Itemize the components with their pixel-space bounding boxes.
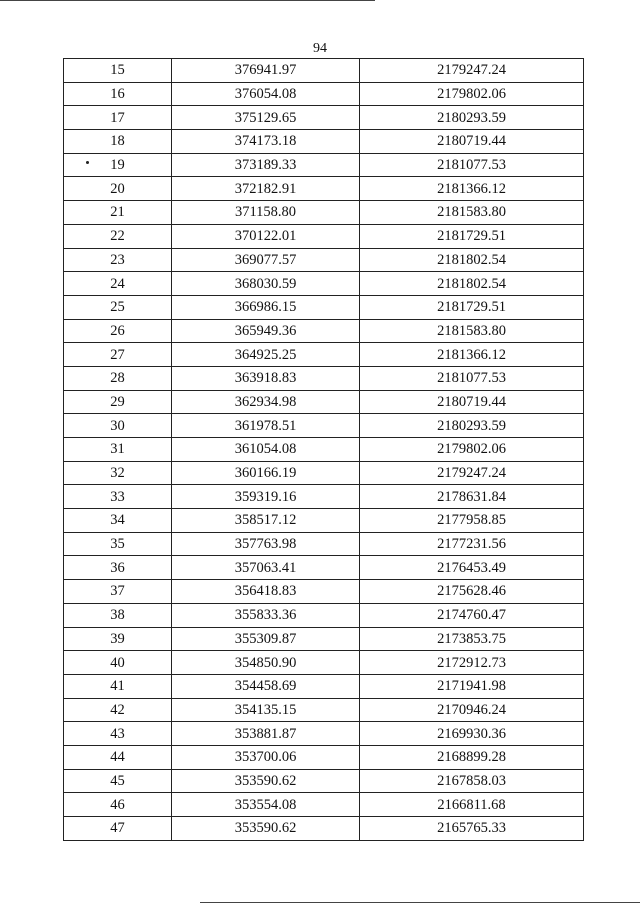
y-coordinate-cell: 2170946.24 — [360, 698, 584, 722]
point-number-cell: 33 — [64, 485, 172, 509]
x-coordinate-cell: 355309.87 — [172, 627, 360, 651]
page-number: 94 — [313, 41, 327, 56]
y-coordinate-cell: 2181583.80 — [360, 319, 584, 343]
point-number-cell: 36 — [64, 556, 172, 580]
x-coordinate-cell: 355833.36 — [172, 603, 360, 627]
x-coordinate-cell: 369077.57 — [172, 248, 360, 272]
coordinate-table — [63, 58, 584, 841]
table-row — [64, 722, 584, 746]
table-row — [64, 603, 584, 627]
x-coordinate-cell: 357063.41 — [172, 556, 360, 580]
table-row — [64, 509, 584, 533]
table-row — [64, 817, 584, 841]
x-coordinate-cell: 366986.15 — [172, 295, 360, 319]
x-coordinate-cell: 357763.98 — [172, 532, 360, 556]
y-coordinate-cell: 2180293.59 — [360, 106, 584, 130]
x-coordinate-cell: 375129.65 — [172, 106, 360, 130]
y-coordinate-cell: 2172912.73 — [360, 651, 584, 675]
y-coordinate-cell: 2175628.46 — [360, 580, 584, 604]
y-coordinate-cell: 2176453.49 — [360, 556, 584, 580]
x-coordinate-cell: 356418.83 — [172, 580, 360, 604]
x-coordinate-cell: 354135.15 — [172, 698, 360, 722]
y-coordinate-cell: 2181729.51 — [360, 295, 584, 319]
point-number-cell: 38 — [64, 603, 172, 627]
x-coordinate-cell: 360166.19 — [172, 461, 360, 485]
y-coordinate-cell: 2181729.51 — [360, 224, 584, 248]
x-coordinate-cell: 364925.25 — [172, 343, 360, 367]
point-number-cell: 45 — [64, 769, 172, 793]
point-number-cell: 39 — [64, 627, 172, 651]
point-number-cell: 34 — [64, 509, 172, 533]
x-coordinate-cell: 354458.69 — [172, 674, 360, 698]
point-number-cell: 15 — [64, 59, 172, 83]
x-coordinate-cell: 354850.90 — [172, 651, 360, 675]
point-number-cell: 26 — [64, 319, 172, 343]
y-coordinate-cell: 2181366.12 — [360, 343, 584, 367]
point-number-cell: 32 — [64, 461, 172, 485]
table-row — [64, 769, 584, 793]
point-number-cell: 17 — [64, 106, 172, 130]
point-number-cell: 35 — [64, 532, 172, 556]
table-row — [64, 130, 584, 154]
point-number-cell: 16 — [64, 82, 172, 106]
x-coordinate-cell: 376054.08 — [172, 82, 360, 106]
point-number-cell: 41 — [64, 674, 172, 698]
y-coordinate-cell: 2180719.44 — [360, 130, 584, 154]
table-row — [64, 793, 584, 817]
y-coordinate-cell: 2165765.33 — [360, 817, 584, 841]
x-coordinate-cell: 353881.87 — [172, 722, 360, 746]
table-row — [64, 59, 584, 83]
table-row — [64, 580, 584, 604]
y-coordinate-cell: 2181583.80 — [360, 201, 584, 225]
table-row — [64, 745, 584, 769]
x-coordinate-cell: 353554.08 — [172, 793, 360, 817]
y-coordinate-cell: 2168899.28 — [360, 745, 584, 769]
table-row — [64, 627, 584, 651]
point-number-cell: 22 — [64, 224, 172, 248]
y-coordinate-cell: 2177958.85 — [360, 509, 584, 533]
table-row — [64, 201, 584, 225]
y-coordinate-cell: 2171941.98 — [360, 674, 584, 698]
point-number-cell: 44 — [64, 745, 172, 769]
table-row — [64, 319, 584, 343]
x-coordinate-cell: 361978.51 — [172, 414, 360, 438]
table-row — [64, 556, 584, 580]
table-row — [64, 485, 584, 509]
table-row — [64, 366, 584, 390]
table-row — [64, 390, 584, 414]
stray-mark — [86, 161, 89, 164]
x-coordinate-cell: 353590.62 — [172, 817, 360, 841]
point-number-cell: 18 — [64, 130, 172, 154]
table-row — [64, 153, 584, 177]
point-number-cell: 24 — [64, 272, 172, 296]
point-number-cell: 30 — [64, 414, 172, 438]
point-number-cell: 40 — [64, 651, 172, 675]
y-coordinate-cell: 2181077.53 — [360, 153, 584, 177]
y-coordinate-cell: 2174760.47 — [360, 603, 584, 627]
x-coordinate-cell: 362934.98 — [172, 390, 360, 414]
x-coordinate-cell: 374173.18 — [172, 130, 360, 154]
y-coordinate-cell: 2173853.75 — [360, 627, 584, 651]
x-coordinate-cell: 353590.62 — [172, 769, 360, 793]
bottom-rule — [200, 902, 640, 903]
x-coordinate-cell: 373189.33 — [172, 153, 360, 177]
x-coordinate-cell: 359319.16 — [172, 485, 360, 509]
x-coordinate-cell: 371158.80 — [172, 201, 360, 225]
y-coordinate-cell: 2166811.68 — [360, 793, 584, 817]
y-coordinate-cell: 2181077.53 — [360, 366, 584, 390]
point-number-cell: 27 — [64, 343, 172, 367]
point-number-cell: 46 — [64, 793, 172, 817]
top-rule — [0, 0, 375, 1]
table-row — [64, 177, 584, 201]
y-coordinate-cell: 2181366.12 — [360, 177, 584, 201]
x-coordinate-cell: 376941.97 — [172, 59, 360, 83]
x-coordinate-cell: 358517.12 — [172, 509, 360, 533]
table-row — [64, 438, 584, 462]
x-coordinate-cell: 363918.83 — [172, 366, 360, 390]
x-coordinate-cell: 370122.01 — [172, 224, 360, 248]
y-coordinate-cell: 2169930.36 — [360, 722, 584, 746]
table-row — [64, 106, 584, 130]
y-coordinate-cell: 2181802.54 — [360, 272, 584, 296]
table-row — [64, 272, 584, 296]
x-coordinate-cell: 368030.59 — [172, 272, 360, 296]
x-coordinate-cell: 361054.08 — [172, 438, 360, 462]
y-coordinate-cell: 2179802.06 — [360, 438, 584, 462]
point-number-cell: 28 — [64, 366, 172, 390]
table-row — [64, 674, 584, 698]
x-coordinate-cell: 372182.91 — [172, 177, 360, 201]
point-number-cell: 19 — [64, 153, 172, 177]
point-number-cell: 47 — [64, 817, 172, 841]
point-number-cell: 29 — [64, 390, 172, 414]
y-coordinate-cell: 2181802.54 — [360, 248, 584, 272]
point-number-cell: 43 — [64, 722, 172, 746]
y-coordinate-cell: 2179802.06 — [360, 82, 584, 106]
point-number-cell: 21 — [64, 201, 172, 225]
y-coordinate-cell: 2180719.44 — [360, 390, 584, 414]
table-row — [64, 248, 584, 272]
y-coordinate-cell: 2177231.56 — [360, 532, 584, 556]
table-row — [64, 82, 584, 106]
y-coordinate-cell: 2178631.84 — [360, 485, 584, 509]
point-number-cell: 31 — [64, 438, 172, 462]
table-row — [64, 343, 584, 367]
point-number-cell: 23 — [64, 248, 172, 272]
y-coordinate-cell: 2179247.24 — [360, 461, 584, 485]
y-coordinate-cell: 2179247.24 — [360, 59, 584, 83]
point-number-cell: 37 — [64, 580, 172, 604]
point-number-cell: 20 — [64, 177, 172, 201]
table-row — [64, 295, 584, 319]
point-number-cell: 42 — [64, 698, 172, 722]
x-coordinate-cell: 365949.36 — [172, 319, 360, 343]
table-row — [64, 224, 584, 248]
y-coordinate-cell: 2180293.59 — [360, 414, 584, 438]
y-coordinate-cell: 2167858.03 — [360, 769, 584, 793]
point-number-cell: 25 — [64, 295, 172, 319]
x-coordinate-cell: 353700.06 — [172, 745, 360, 769]
table-row — [64, 698, 584, 722]
table-row — [64, 651, 584, 675]
table-row — [64, 461, 584, 485]
table-row — [64, 532, 584, 556]
table-body — [64, 59, 584, 841]
table-row — [64, 414, 584, 438]
